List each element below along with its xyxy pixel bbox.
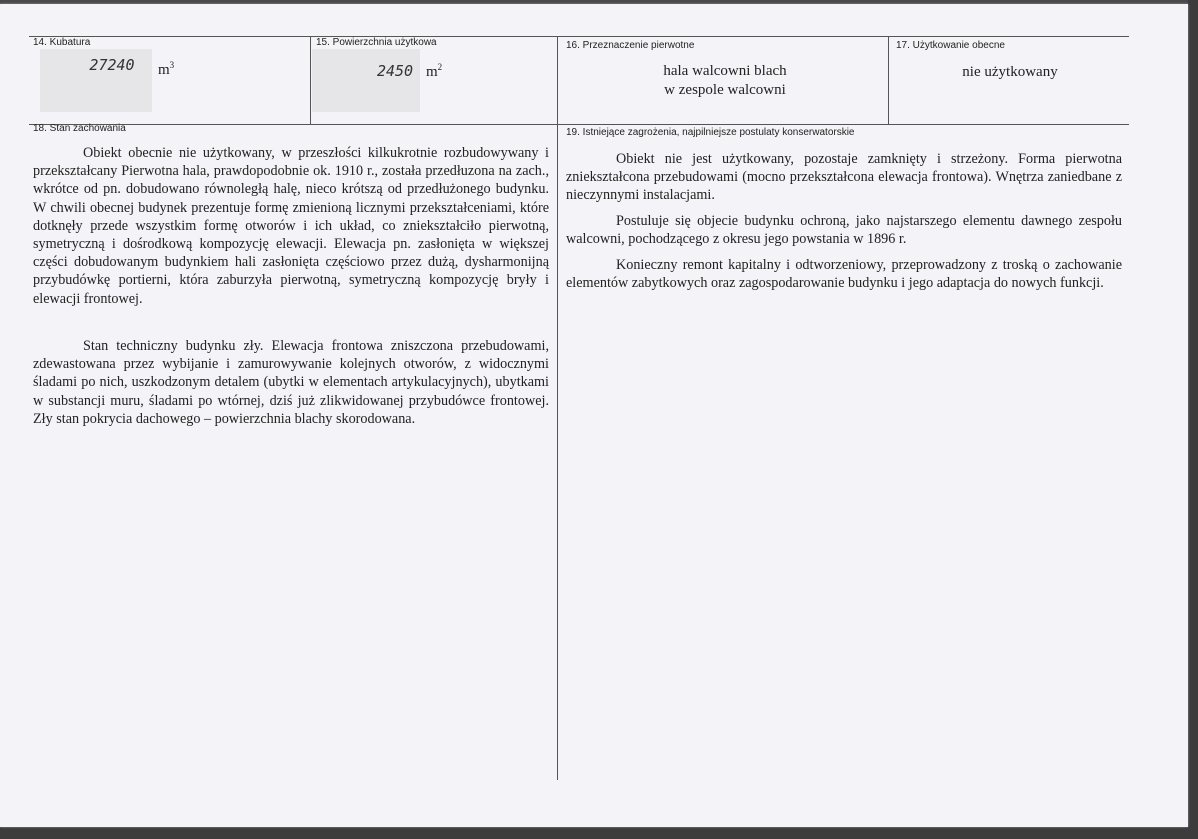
field-14-label: 14. Kubatura <box>33 37 91 48</box>
field-17-label: 17. Użytkowanie obecne <box>896 40 1005 51</box>
field-19-paragraph-2: Postuluje się objecie budynku ochroną, jako najstarszego elementu dawnego zespołu walcowni, pochodzącego z okresu jego powstania w 1896 r. <box>566 213 1122 248</box>
divider-main <box>557 36 558 780</box>
field-16-value <box>600 62 850 100</box>
scan-edge-right <box>1188 0 1198 839</box>
field-16-line-2: w zespole walcowni <box>664 82 786 98</box>
field-18-label: 18. Stan zachowania <box>33 123 126 134</box>
record-card <box>0 4 1188 827</box>
field-19-label: 19. Istniejące zagrożenia, najpilniejsze postulaty konserwatorskie <box>566 127 855 138</box>
field-18-paragraph-1: Obiekt obecnie nie użytkowany, w przeszłości kilkukrotnie rozbudowywany i przekształcany Pierwotna hala, prawdopodobnie ok. 1910 r., została przedłuzona na zach., wkrótce od pn. dobudowano równoległą halę, nieco krótszą od przedłużonego budynku. W chwili obecnej budynek prezentuje formę zmienioną licznymi przekształceniami, które dotknęły przede wszystkim formę otworów i ich układ, co zniekształciło pierwotną, symetryczną i dośrodkową kompozycję elewacji. Elewacja pn. zasłonięta w większej części dobudowanym budynkiem hali zasłonięta częściowo przez dużą, dysharmonijną przybudówkę portierni, która zaburzyła pierwotną, symetryczną kompozycję bryły i elewacji frontowej. <box>33 145 549 307</box>
field-16-line-1: hala walcowni blach <box>663 63 787 79</box>
divider-14-15 <box>310 36 311 125</box>
middle-rule <box>29 124 1129 125</box>
field-16-label: 16. Przeznaczenie pierwotne <box>566 40 695 51</box>
field-17-value: nie użytkowany <box>962 64 1058 80</box>
field-15-handwritten-value: 2450 <box>376 62 414 80</box>
field-19-paragraph-3: Konieczny remont kapitalny i odtworzeniowy, przeprowadzony z troską o zachowanie elementów zabytkowych oraz zagospodarowanie budynku i jego adaptacja do nowych funkcji. <box>566 257 1122 292</box>
field-14-handwritten-value: 27240 <box>89 56 135 74</box>
divider-16-17 <box>888 36 889 125</box>
field-15-stamp-area <box>312 49 420 112</box>
field-15-unit: $m^2$ <box>426 62 443 80</box>
field-18-paragraph-2: Stan techniczny budynku zły. Elewacja frontowa zniszczona przebudowami, zdewastowana przez wybijanie i zamurowywanie kolejnych otworów, z widocznymi śladami po nich, uszkodzonym detalem (ubytki w elementach artykulacyjnych), ubytkami w substancji muru, śladami po wtórnej, dziś już zlikwidowanej przybudówce frontowej. Zły stan pokrycia dachowego – powierzchnia blachy skorodowana. <box>33 338 549 427</box>
field-15-label: 15. Powierzchnia użytkowa <box>316 37 437 48</box>
scan-edge-bottom <box>0 827 1198 839</box>
field-19-paragraph-1: Obiekt nie jest użytkowany, pozostaje zamknięty i strzeżony. Forma pierwotna zniekształcona przebudowami (mocno przekształcona elewacja frontowa). Wnętrza zaniedbane z nieczynnymi instalacjami. <box>566 151 1122 204</box>
top-rule <box>29 36 1129 37</box>
field-14-unit: $m^3$ <box>158 60 175 78</box>
